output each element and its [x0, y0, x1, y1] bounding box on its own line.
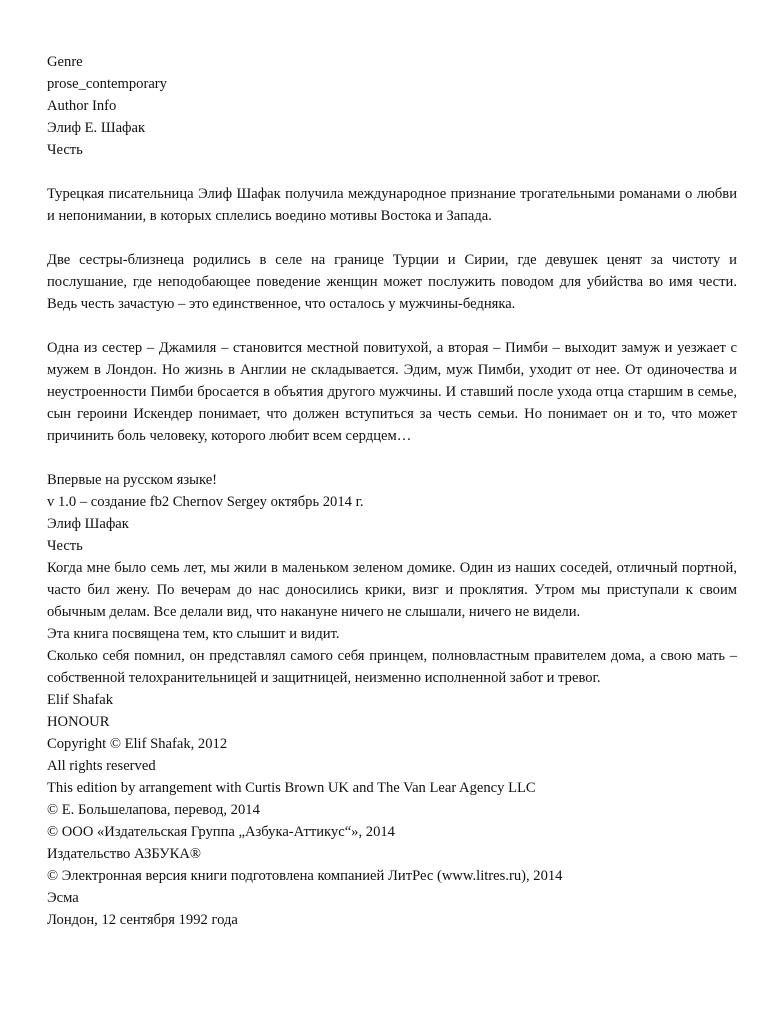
- annotation-paragraph-2: Две сестры-близнеца родились в селе на границе Турции и Сирии, где девушек ценят за чистоту и послушание, где неподобающее поведение женщин может послужить поводом для убийства во имя чести. Ведь честь зачастую – это единственное, что осталось у мужчины-бедняка.: [47, 252, 737, 312]
- rights-line: All rights reserved: [47, 758, 156, 774]
- author-name: Элиф Е. Шафак: [47, 120, 146, 136]
- annotation-paragraph-1: Турецкая писательница Элиф Шафак получила международное признание трогательными романами о любви и непонимании, в которых сплелись воедино мотивы Востока и Запада.: [47, 186, 737, 224]
- dedication: Эта книга посвящена тем, кто слышит и видит.: [47, 626, 340, 642]
- publisher-group-line: © ООО «Издательская Группа „Азбука-Аттикус“», 2014: [47, 824, 395, 840]
- edition-line: This edition by arrangement with Curtis Brown UK and The Van Lear Agency LLC: [47, 780, 536, 796]
- author-info-label: Author Info: [47, 98, 117, 114]
- spacer: [47, 447, 737, 469]
- genre-label: Genre: [47, 54, 83, 70]
- publisher-line: Издательство АЗБУКА®: [47, 846, 201, 862]
- ebook-line: © Электронная версия книги подготовлена компанией ЛитРес (www.litres.ru), 2014: [47, 868, 563, 884]
- copyright-line: Copyright © Elif Shafak, 2012: [47, 736, 228, 752]
- front-title: Честь: [47, 538, 83, 554]
- epigraph-2-paragraph: Сколько себя помнил, он представлял самого себя принцем, полновластным правителем дома, а свою мать – собственной телохранительницей и защитницей, неизменно исполненной забот и тревог.: [47, 648, 737, 686]
- chapter-place-date: Лондон, 12 сентября 1992 года: [47, 912, 238, 928]
- document-page: [47, 51, 737, 931]
- epigraph-paragraph: Когда мне было семь лет, мы жили в маленьком зеленом домике. Один из наших соседей, отличный портной, часто бил жену. По вечерам до нас доносились крики, визг и проклятия. Утром мы приступали к своим обычным делам. Все делали вид, что накануне ничего не слышали, ничего не видели.: [47, 560, 737, 620]
- book-title: Честь: [47, 142, 83, 158]
- version-line: v 1.0 – создание fb2 Chernov Sergey октябрь 2014 г.: [47, 494, 364, 510]
- author-en: Elif Shafak: [47, 692, 114, 708]
- spacer: [47, 161, 737, 183]
- first-in-russian: Впервые на русском языке!: [47, 472, 218, 488]
- title-en: HONOUR: [47, 714, 110, 730]
- chapter-heading: Эсма: [47, 890, 79, 906]
- genre-value: prose_contemporary: [47, 76, 167, 92]
- front-author: Элиф Шафак: [47, 516, 129, 532]
- annotation-paragraph-3: Одна из сестер – Джамиля – становится местной повитухой, а вторая – Пимби – выходит замуж и уезжает с мужем в Лондон. Но жизнь в Англии не складывается. Эдим, муж Пимби, уходит от нее. От одиночества и неустроенности Пимби бросается в объятия другого мужчины. И ставший после ухода отца старшим в семье, сын героини Искендер понимает, что должен вступиться за честь семьи. Но понимает он и то, что может причинить боль человеку, которого любит всем сердцем…: [47, 340, 737, 444]
- translation-line: © Е. Большелапова, перевод, 2014: [47, 802, 260, 818]
- spacer: [47, 227, 737, 249]
- spacer: [47, 315, 737, 337]
